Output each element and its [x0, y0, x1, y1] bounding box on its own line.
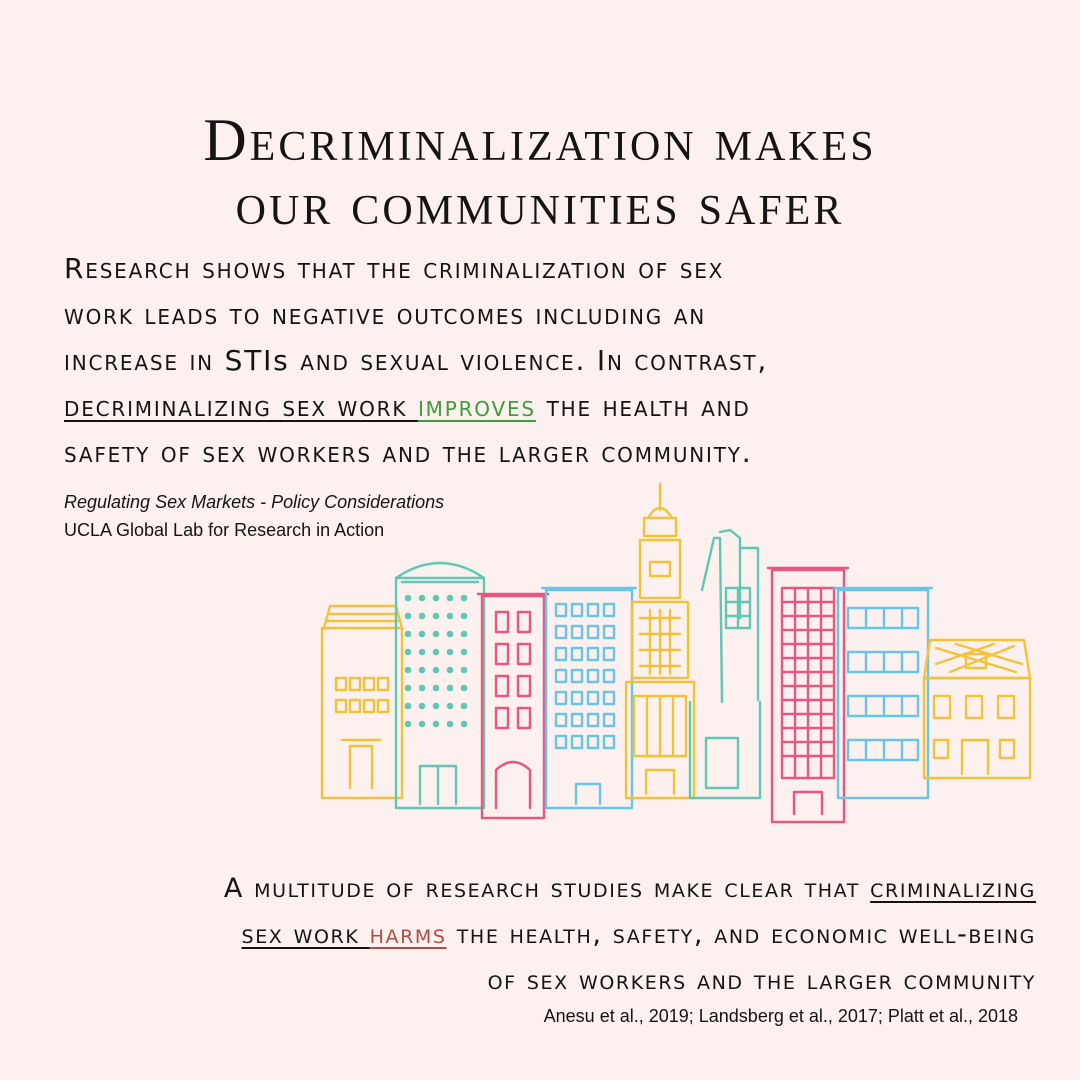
- harms-highlight: harms: [369, 919, 447, 950]
- lede-paragraph: [64, 246, 984, 476]
- closing-line-2: [36, 912, 1036, 958]
- title-line-1: Decriminalization makes: [203, 107, 877, 174]
- source-org: UCLA Global Lab for Research in Action: [64, 520, 385, 540]
- lede-line-4-rest: the health and: [535, 390, 751, 423]
- pink-tall-building-icon: [768, 568, 848, 822]
- closing-line-1: [36, 866, 1036, 912]
- lede-line-3-a: increase in: [64, 344, 225, 377]
- yellow-house-right-icon: [924, 640, 1030, 778]
- sex-work-phrase: sex work: [241, 919, 370, 950]
- page-title: [0, 108, 1080, 236]
- pink-building-icon: [478, 594, 548, 818]
- closing-paragraph: [36, 866, 1036, 1004]
- title-line-2: our communities safer: [235, 171, 845, 238]
- teal-angled-tower-icon: [690, 530, 760, 798]
- city-skyline-icon: [310, 478, 1040, 838]
- teal-domed-building-icon: [396, 563, 484, 808]
- yellow-tower-icon: [626, 484, 694, 798]
- criminalizing-phrase: criminalizing: [870, 873, 1036, 904]
- closing-line-1-a: A multitude of research studies make clear that: [223, 873, 871, 904]
- source-title: Regulating Sex Markets - Policy Considerations: [64, 492, 445, 512]
- decriminalizing-phrase: decriminalizing sex work: [64, 390, 418, 423]
- closing-line-3: of sex workers and the larger community: [487, 965, 1036, 996]
- blue-building-icon: [542, 588, 636, 808]
- lede-line-4: [64, 384, 984, 430]
- lede-line-1: Research shows that the criminalization of sex: [64, 252, 725, 285]
- lede-line-2: work leads to negative outcomes including an: [64, 298, 707, 331]
- lede-stis: STIs: [224, 344, 290, 377]
- yellow-house-left-icon: [322, 606, 402, 798]
- citation: Anesu et al., 2019; Landsberg et al., 2017; Platt et al., 2018: [543, 1006, 1018, 1026]
- lede-line-3: [64, 338, 984, 384]
- lede-line-5: safety of sex workers and the larger community.: [64, 436, 753, 469]
- blue-wide-building-icon: [834, 588, 932, 798]
- lede-line-3-c: and sexual violence. In contrast,: [289, 344, 769, 377]
- closing-line-2-rest: the health, safety, and economic well-being: [446, 919, 1036, 950]
- improves-highlight: improves: [417, 390, 536, 423]
